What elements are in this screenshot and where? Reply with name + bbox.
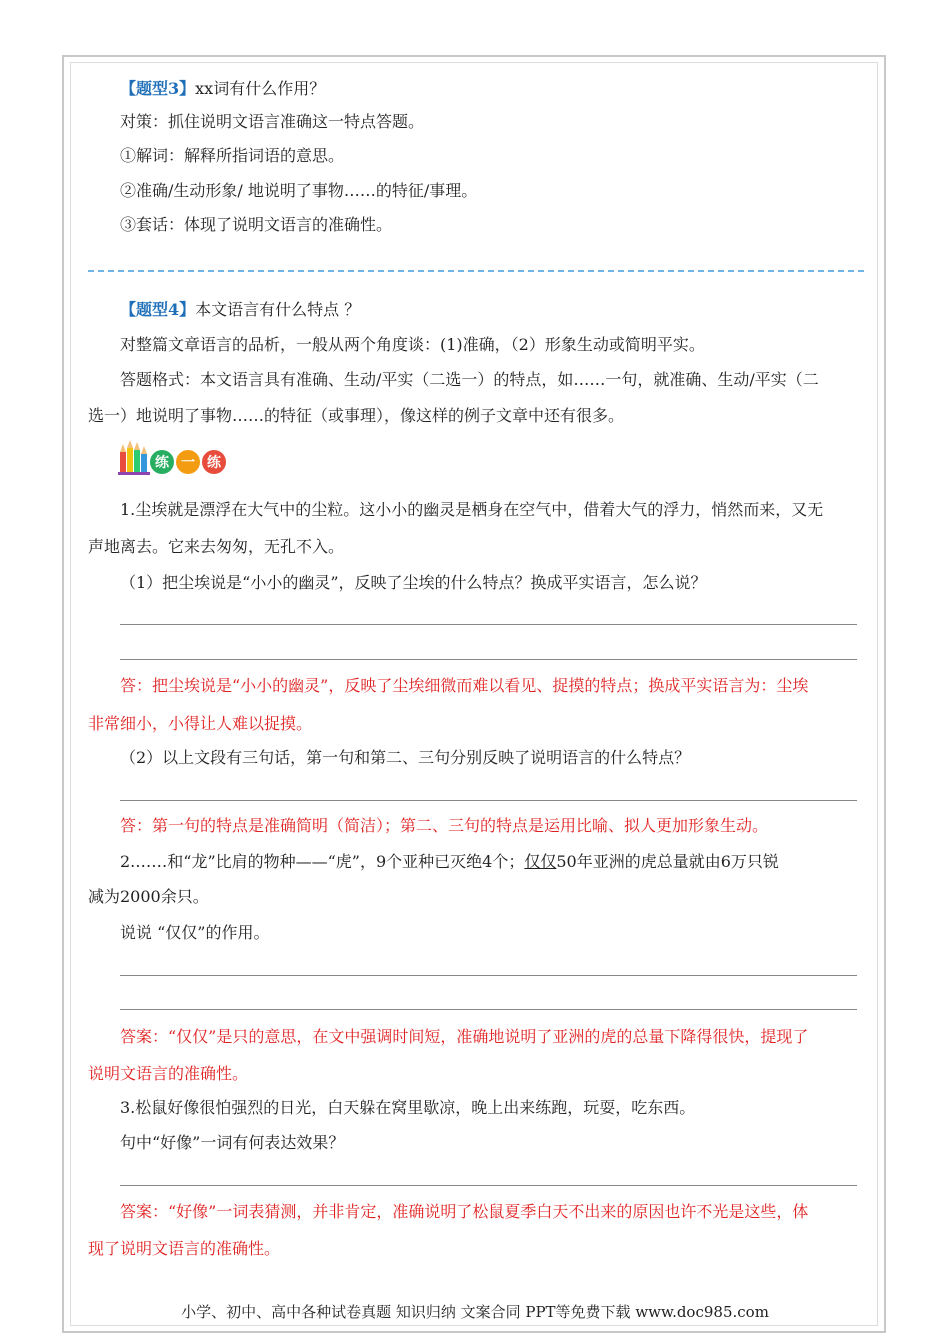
section4-tag: 【题型4】 [120, 300, 196, 319]
badge-char-2: 一 [181, 455, 195, 471]
q1-passage-line1: 1.尘埃就是漂浮在大气中的尘粒。这小小的幽灵是栖身在空气中，借着大气的浮力，悄然而来，又无 [120, 500, 824, 519]
section4-format-line1: 答题格式：本文语言具有准确、生动/平实（二选一）的特点，如……一句，就准确、生动/平实（二 [120, 370, 819, 389]
section4-question: 本文语言有什么特点 ？ [195, 300, 361, 319]
section3-heading [120, 78, 325, 100]
q2-line1 [120, 851, 779, 873]
q2-prompt: 说说 “仅仅”的作用。 [120, 923, 270, 942]
answer-line [120, 800, 857, 801]
section4-heading [120, 299, 360, 321]
badge-char-3: 练 [207, 455, 221, 471]
q2-line1-after: 50年亚洲的虎总量就由6万只锐 [556, 852, 779, 871]
pencils-icon [118, 440, 150, 475]
section3-step3: ③套话：体现了说明文语言的准确性。 [120, 215, 393, 234]
q2-answer-line2: 说明文语言的准确性。 [88, 1064, 249, 1083]
q1-passage-line2: 声地离去。它来去匆匆，无孔不入。 [88, 537, 345, 556]
section3-step1: ①解词：解释所指词语的意思。 [120, 146, 345, 165]
q3-answer-line2: 现了说明文语言的准确性。 [88, 1239, 281, 1258]
section4-intro: 对整篇文章语言的品析，一般从两个角度谈：(1)准确，（2）形象生动或简明平实。 [120, 335, 705, 354]
q2-line1-before: 2.……和“龙”比肩的物种——“虎”，9个亚种已灭绝4个； [120, 852, 525, 871]
q2-answer-line1: 答案：“仅仅”是只的意思，在文中强调时间短，准确地说明了亚洲的虎的总量下降得很快，提现了 [120, 1027, 809, 1046]
answer-line [120, 659, 857, 660]
q3-answer-line1: 答案：“好像”一词表猜测，并非肯定，准确说明了松鼠夏季白天不出来的原因也许不光是这些，体 [120, 1202, 809, 1221]
answer-line [120, 1009, 857, 1010]
section3-step2: ②准确/生动形象/ 地说明了事物……的特征/事理。 [120, 181, 478, 200]
section3-tag: 【题型3】 [120, 79, 196, 98]
q3-line1: 3.松鼠好像很怕强烈的日光，白天躲在窝里歇凉，晚上出来练跑，玩耍，吃东西。 [120, 1098, 696, 1117]
q1-sub2: （2）以上文段有三句话，第一句和第二、三句分别反映了说明语言的什么特点？ [120, 748, 691, 767]
badge-char-1: 练 [155, 455, 169, 471]
answer-line [120, 1185, 857, 1186]
q1-answer2: 答：第一句的特点是准确简明（简洁）；第二、三句的特点是运用比喻、拟人更加形象生动。 [120, 816, 769, 835]
q2-underlined-word: 仅仅 [524, 852, 557, 871]
section3-question: xx词有什么作用？ [195, 79, 326, 98]
section-divider [88, 270, 864, 272]
footer-text: 小学、初中、高中各种试卷真题 知识归纳 文案合同 PPT等免费下载 www.doc985.com [181, 1303, 769, 1321]
answer-line [120, 624, 857, 625]
q1-answer1-line1: 答：把尘埃说是“小小的幽灵”，反映了尘埃细微而难以看见、捉摸的特点；换成平实语言为：尘埃 [120, 676, 809, 695]
section4-format-line2: 选一）地说明了事物……的特征（或事理），像这样的例子文章中还有很多。 [88, 406, 625, 425]
q2-line2: 减为2000余只。 [88, 887, 209, 906]
q1-answer1-line2: 非常细小，小得让人难以捉摸。 [88, 714, 313, 733]
section3-strategy: 对策：抓住说明文语言准确这一特点答题。 [120, 112, 425, 131]
q3-prompt: 句中“好像”一词有何表达效果？ [120, 1133, 345, 1152]
q1-sub1: （1）把尘埃说是“小小的幽灵”，反映了尘埃的什么特点？换成平实语言，怎么说？ [120, 573, 707, 592]
answer-line [120, 975, 857, 976]
practice-badge [118, 438, 228, 476]
